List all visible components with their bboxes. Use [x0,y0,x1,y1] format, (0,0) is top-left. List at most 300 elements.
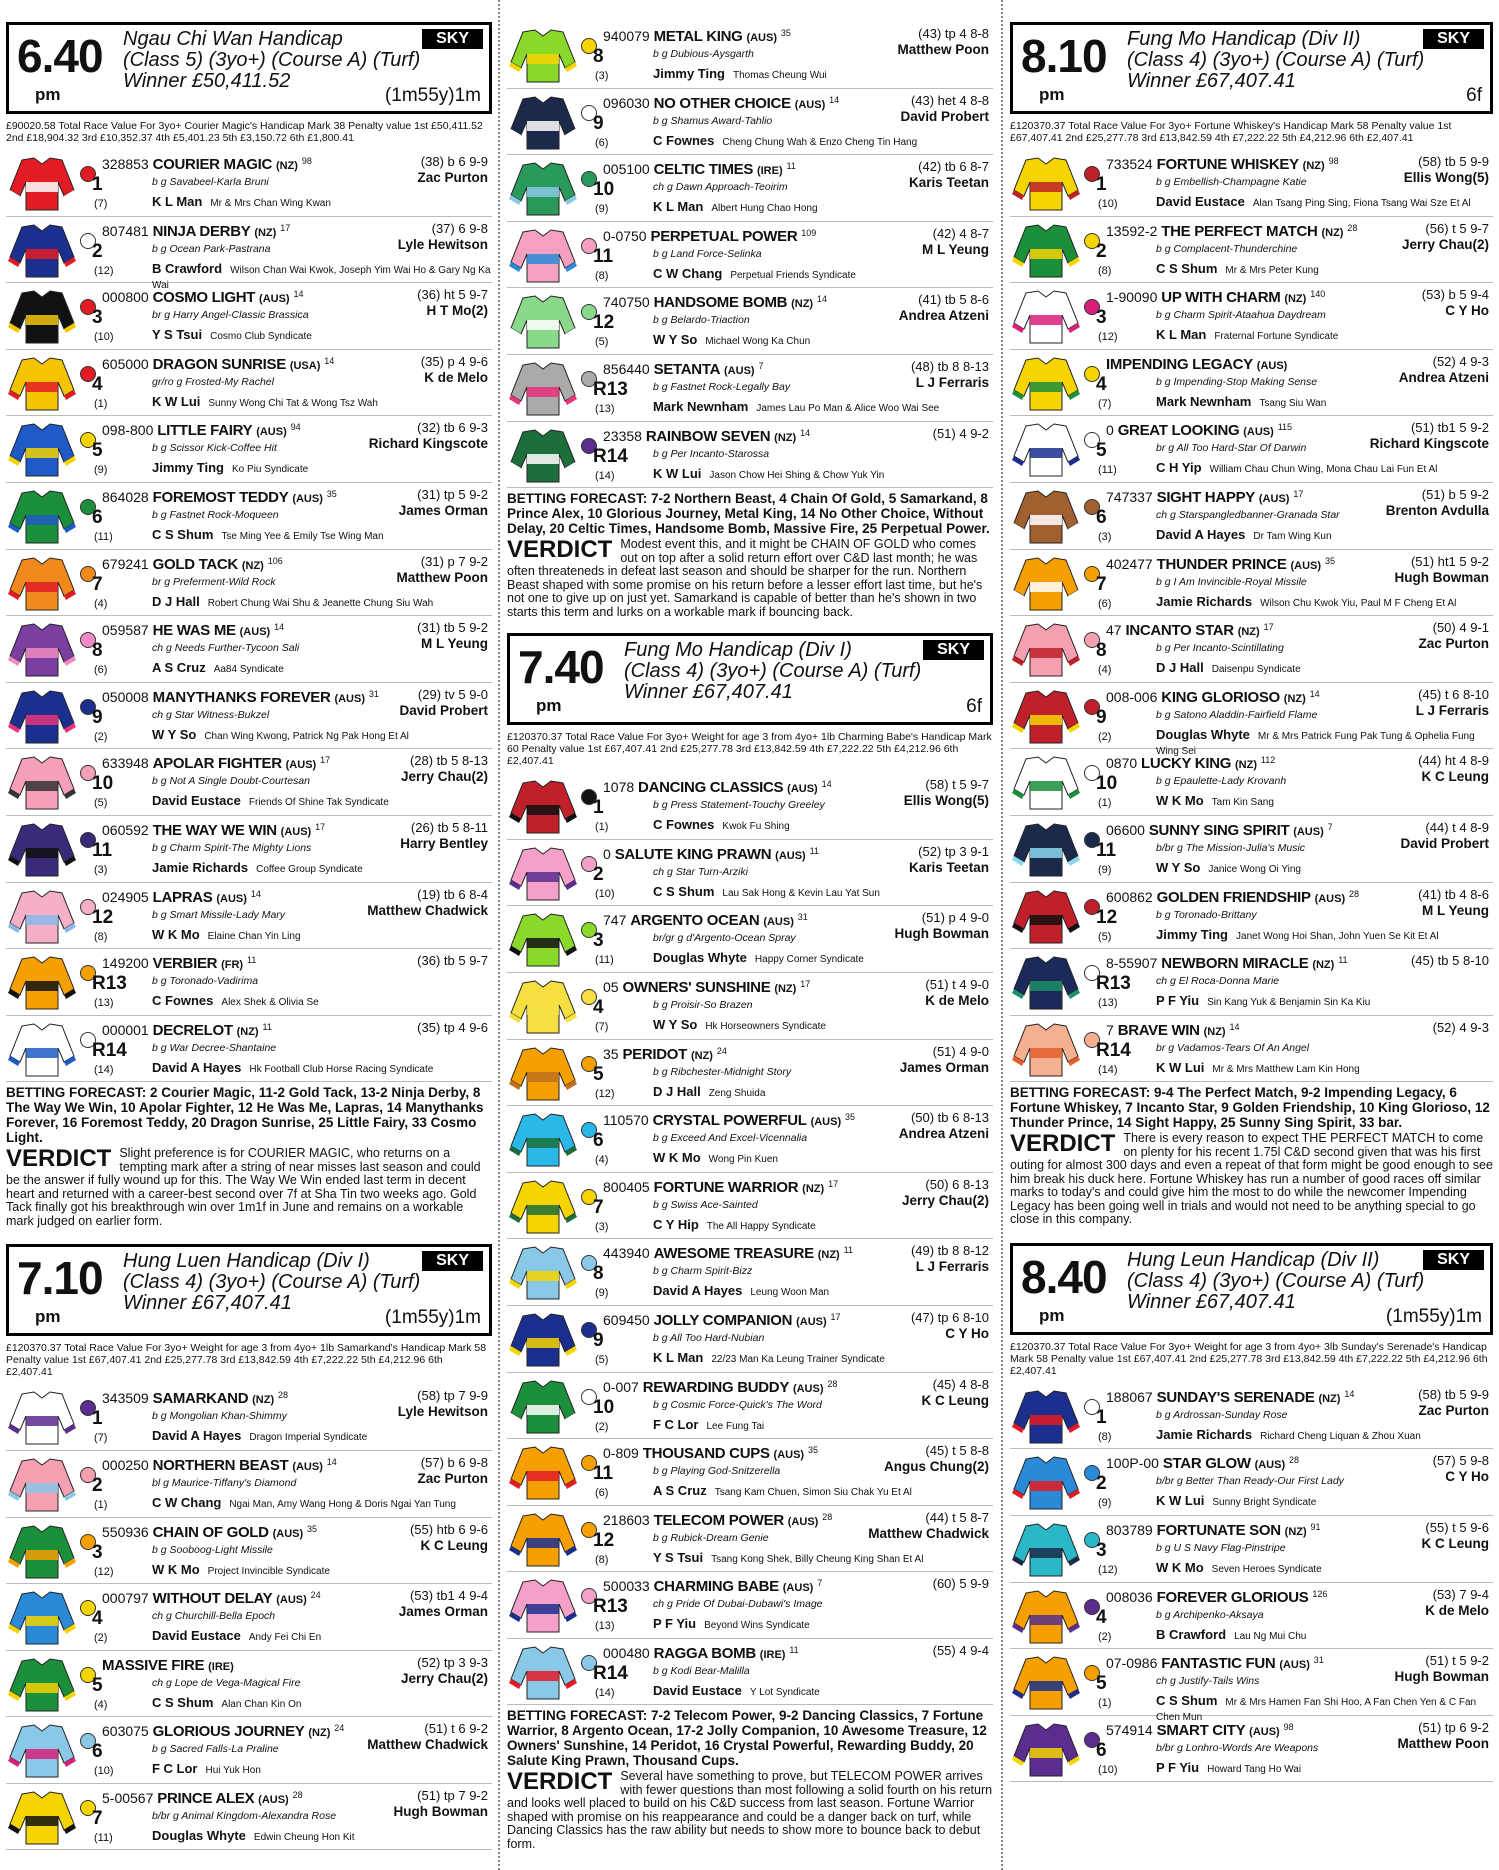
runner-trainer-line [152,1828,355,1843]
jockey-silk-icon [1012,156,1080,212]
runner-number: 7 [1096,573,1107,595]
verdict-block [1010,1132,1493,1227]
runner-rating: 17 [1293,488,1304,499]
runner-trainer: D J Hall [653,1083,701,1099]
race-distance: 6f [1466,85,1482,106]
runner-number: 6 [1096,1739,1107,1761]
jockey-silk-icon [1012,689,1080,745]
runner-weight: (38) b 6 9-9 [420,154,488,169]
runner-row[interactable] [1010,816,1493,883]
runner-name[interactable]: INCANTO STAR [1125,622,1234,640]
runner-country: (NZ) [252,1394,275,1407]
runner-pedigree: b g Sacred Falls-La Praline [152,1743,279,1756]
runner-row[interactable] [507,773,993,840]
runner-pedigree: b g Epaulette-Lady Krovanh [1156,775,1287,788]
runner-name[interactable]: IMPENDING LEGACY [1106,355,1253,373]
race-title [1127,29,1424,92]
runner-owner: Fraternal Fortune Syndicate [1214,331,1339,343]
runner-form: 803789 [1106,1522,1153,1538]
runner-name[interactable]: STAR GLOW [1162,1455,1251,1473]
runner-form-line [1106,889,1359,906]
runner-number: R13 [92,973,127,995]
race-distance: 6f [966,696,982,718]
runner-name[interactable]: SETANTA [653,360,721,378]
runner-name[interactable]: FOREVER GLORIOUS [1156,1588,1309,1606]
runner-name[interactable]: ARGENTO OCEAN [630,912,760,930]
runner-name[interactable]: DECRELOT [152,1021,233,1039]
runner-form-line [102,755,330,772]
column-3 [1010,22,1493,1870]
runner-owner: Sin Kang Yuk & Benjamin Sin Ka Kiu [1207,997,1371,1009]
runner-name[interactable]: GOLD TACK [152,555,238,573]
runner-weight: (53) tb1 4 9-4 [409,1588,488,1604]
runner-country: (AUS) [746,32,778,44]
runner-jockey: Matthew Poon [1397,1735,1489,1751]
runner-name[interactable]: KING GLORIOSO [1161,688,1280,706]
runner-weight: (55) htb 6 9-6 [409,1521,488,1537]
runner-name[interactable]: VERBIER [152,955,218,973]
runner-weight: (58) tb 5 9-9 [1418,154,1489,169]
runner-trainer-line [653,884,880,899]
runner-row[interactable] [507,288,993,355]
jockey-silk-icon [8,689,76,745]
runner-name[interactable]: NO OTHER CHOICE [653,94,791,112]
runner-country: (IRE) [759,1648,786,1661]
runner-country: (AUS) [1256,359,1288,372]
runner-name[interactable]: HANDSOME BOMB [653,294,788,312]
runner-number: 10 [593,1396,615,1418]
runner-form-line [102,356,334,373]
runner-row[interactable] [1010,683,1493,757]
runner-name[interactable]: WITHOUT DELAY [152,1590,273,1608]
runner-row[interactable] [507,1439,993,1506]
runner-draw: (5) [1098,930,1112,943]
runner-row[interactable] [507,22,993,89]
runner-name[interactable]: BRAVE WIN [1117,1021,1200,1039]
runner-row[interactable] [507,1572,993,1639]
runner-rating: 14 [326,1456,337,1467]
runner-row[interactable] [1010,1016,1493,1083]
runner-name[interactable]: THE WAY WE WIN [152,821,277,839]
runner-trainer: A S Cruz [152,660,206,676]
runner-number: 2 [593,863,604,885]
runner-row[interactable] [507,1106,993,1173]
runner-name[interactable]: METAL KING [653,28,743,45]
runner-name[interactable]: FANTASTIC FUN [1161,1655,1276,1673]
runner-name[interactable]: RAINBOW SEVEN [645,427,771,445]
runner-trainer: D J Hall [152,593,200,609]
runner-trainer-line [152,1428,367,1443]
runner-form: 059587 [102,622,149,639]
runner-name[interactable]: GREAT LOOKING [1117,422,1240,440]
runner-number: 9 [593,112,604,134]
runner-trainer: Y S Tsui [653,1549,704,1565]
runner-name[interactable]: FORTUNATE SON [1156,1522,1281,1539]
runner-name[interactable]: NORTHERN BEAST [152,1456,289,1474]
runner-rating: 28 [827,1378,838,1389]
runner-number: R14 [593,1662,628,1684]
runner-row[interactable] [1010,283,1493,350]
runner-owner: Daisenpu Syndicate [1211,664,1301,676]
runner-weight: (55) 4 9-4 [932,1642,989,1658]
runner-row[interactable] [507,155,993,222]
runner-name[interactable]: LUCKY KING [1141,755,1232,773]
runner-name[interactable]: NEWBORN MIRACLE [1161,955,1309,973]
runner-row[interactable] [507,1373,993,1440]
runner-weight: (51) 4 9-2 [932,425,989,441]
runner-name[interactable]: REWARDING BUDDY [642,1378,790,1396]
runner-row[interactable] [507,355,993,422]
runner-form: 856440 [603,360,650,377]
runner-jockey: Hugh Bowman [894,926,989,942]
runner-form: 23358 [603,427,642,444]
runner-country: (NZ) [817,1249,840,1262]
runner-row[interactable] [6,949,492,1016]
runner-name[interactable]: COSMO LIGHT [152,289,256,307]
runner-row[interactable] [6,550,492,617]
runner-owner: Beyond Wins Syndicate [704,1620,810,1632]
runner-row[interactable] [6,1451,492,1518]
runner-trainer-line [653,266,856,281]
runner-rating: 14 [250,888,261,899]
runner-form-line [1106,1722,1294,1739]
runner-form-line [102,889,261,906]
runner-rating: 7 [817,1578,823,1589]
runner-rating: 7 [1327,821,1333,832]
runner-row[interactable] [1010,616,1493,683]
runner-name[interactable]: SMART CITY [1156,1721,1246,1739]
runner-row[interactable] [1010,749,1493,816]
runner-name[interactable]: APOLAR FIGHTER [152,755,282,773]
runner-pedigree: b g Playing God-Snitzerella [653,1465,781,1478]
runner-trainer: P F Yiu [1156,1759,1200,1775]
runner-row[interactable] [1010,883,1493,950]
runner-form-line [1106,622,1274,639]
runner-weight: (36) tb 5 9-7 [417,953,488,969]
runner-weight: (48) tb 8 8-13 [910,358,989,374]
runner-row[interactable] [1010,416,1493,483]
jockey-silk-icon [509,161,577,217]
runner-number: 12 [92,906,114,928]
runner-form: 633948 [102,755,149,772]
runner-name[interactable]: SUNDAY'S SERENADE [1156,1388,1315,1406]
runner-number: 5 [593,1063,604,1085]
runner-row[interactable] [507,973,993,1040]
runner-trainer-line [1156,1060,1360,1075]
runner-name[interactable]: LAPRAS [152,888,213,906]
runner-row[interactable] [1010,1649,1493,1724]
runner-form: 098-800 [102,422,154,439]
runner-jockey: Andrea Atzeni [898,308,989,324]
runner-row[interactable] [507,1639,993,1706]
runner-weight: (49) tb 8 8-12 [910,1243,989,1259]
runner-row[interactable] [1010,1383,1493,1450]
runner-draw: (9) [94,464,108,477]
runner-name[interactable]: CHAIN OF GOLD [152,1523,269,1541]
column-2 [507,22,993,1870]
runner-form-line [603,979,810,996]
runner-country: (NZ) [802,1182,825,1195]
runner-name[interactable]: RAGGA BOMB [653,1644,756,1662]
runner-row[interactable] [6,616,492,683]
runner-trainer: C Fownes [653,817,715,833]
runner-owner: Tse Ming Yee & Emily Tse Wing Man [221,530,384,542]
jockey-silk-icon [1012,422,1080,478]
runner-name[interactable]: JOLLY COMPANION [653,1311,793,1329]
runner-name[interactable]: SALUTE KING PRAWN [614,845,772,863]
runner-trainer: C H Yip [1156,460,1202,476]
runner-row[interactable] [1010,483,1493,550]
runner-rating: 11 [262,1021,272,1032]
runner-pedigree: ch g El Roca-Donna Marie [1156,975,1280,988]
runner-row[interactable] [507,1506,993,1573]
runner-row[interactable] [6,150,492,217]
runner-name[interactable]: THE PERFECT MATCH [1161,222,1318,240]
runner-pedigree: b g Embellish-Champagne Katie [1156,176,1307,188]
runner-jockey: Matthew Poon [396,569,488,585]
runner-row[interactable] [1010,1716,1493,1783]
runner-name[interactable]: FORTUNE WHISKEY [1156,156,1299,173]
runner-form: 47 [1106,622,1122,639]
runner-draw: (13) [595,1620,615,1633]
runner-draw: (1) [94,1498,108,1511]
runner-row[interactable] [6,816,492,883]
runner-owner: Dragon Imperial Syndicate [249,1432,368,1444]
runner-name[interactable]: NINJA DERBY [152,222,251,240]
runner-form-line [1106,356,1287,373]
runner-trainer: Mark Newnham [653,398,749,414]
runner-row[interactable] [507,1239,993,1306]
runner-jockey: Jerry Chau(2) [1401,236,1489,252]
runner-weight: (41) tb 5 8-6 [918,292,989,308]
runner-form: 1078 [603,779,635,796]
verdict-text: There is every reason to expect THE PERFECT MATCH to come on plenty for his recent 1.75l C&D second given that was his first outing for almost 300 days and even a repeat of that form might be good enough to see him break his duck here. Fortune Whiskey has run a number of good races off similar marks to today's and could give him the most to do while the newcomer Impending Legacy has been going well in trials and would not need to be anything special to go close in this company. [1010,1131,1493,1227]
runner-country: (AUS) [773,1449,805,1462]
runner-form: 050008 [102,688,149,705]
runner-draw: (9) [1098,863,1112,876]
runner-row[interactable] [6,1518,492,1585]
runner-row[interactable] [6,350,492,417]
runner-row[interactable] [507,840,993,907]
jockey-silk-icon [8,289,76,345]
runner-owner: Mr & Mrs Chan Wing Kwan [210,198,331,209]
runner-name[interactable]: CELTIC TIMES [653,161,754,179]
race-pm: pm [35,85,61,104]
race-value-text: £120370.37 Total Race Value For 3yo+ Weight for age 3 from 4yo+ 1lb Samarkand's Handicap Mark 58 Penalty value 1st £67,407.41 2nd £25,277.78 3rd £13,842.59 4th £7,222.22 5th £4,212.96 6th £2,407.41 [6,1342,487,1379]
runner-name[interactable]: GLORIOUS JOURNEY [152,1723,305,1741]
runner-row[interactable] [507,89,993,156]
runner-country: (AUS) [775,849,806,862]
runner-row[interactable] [1010,150,1493,217]
race-title-line: Fung Mo Handicap (Div I) [624,639,852,662]
runner-name[interactable]: TELECOM POWER [653,1511,784,1529]
runner-name[interactable]: GOLDEN FRIENDSHIP [1156,888,1311,906]
runner-row[interactable] [6,1651,492,1718]
runner-form-line [102,156,312,173]
runner-name[interactable]: SAMARKAND [152,1390,249,1408]
runner-trainer: David A Hayes [152,1059,242,1075]
runner-row[interactable] [6,749,492,816]
runner-name[interactable]: PERIDOT [622,1045,688,1063]
runner-country: (AUS) [285,759,317,772]
runner-name[interactable]: OWNERS' SUNSHINE [622,978,771,996]
runner-name[interactable]: SUNNY SING SPIRIT [1148,821,1290,839]
runner-row[interactable] [507,1040,993,1107]
runner-name[interactable]: CRYSTAL POWERFUL [652,1112,807,1130]
runner-rating: 17 [828,1178,839,1189]
runner-jockey: Matthew Chadwick [367,902,488,918]
runner-row[interactable] [6,1016,492,1083]
runner-pedigree: ch g Starspangledbanner-Granada Star [1156,508,1340,521]
runner-weight: (51) 4 9-0 [932,1043,989,1059]
runner-row[interactable] [1010,550,1493,617]
runner-trainer-line [1156,1760,1301,1775]
runner-number: 6 [92,1741,103,1763]
runner-owner: James Lau Po Man & Alice Woo Wai See [756,402,940,414]
runner-jockey: James Orman [398,502,488,518]
runner-form-line [102,1524,317,1541]
runner-pedigree: ch g Star Turn-Arziki [653,865,748,878]
runner-row[interactable] [1010,217,1493,284]
runner-row[interactable] [507,422,993,489]
runner-jockey: Zac Purton [417,1470,488,1486]
runner-trainer-line [1156,793,1274,808]
runner-weight: (52) 4 9-3 [1432,1019,1489,1035]
runner-name[interactable]: AWESOME TREASURE [653,1245,814,1263]
runner-owner: Alan Chan Kin On [221,1698,302,1710]
runner-draw: (4) [94,1698,108,1711]
runner-row[interactable] [1010,949,1493,1016]
runner-row[interactable] [6,283,492,350]
runner-form: 188067 [1106,1388,1153,1405]
runner-owner: Sunny Bright Syndicate [1212,1497,1317,1509]
runner-owner: Tsang Kong Shek, Billy Cheung King Shan Et Al [711,1553,924,1565]
runner-row[interactable] [6,1384,492,1451]
runner-owner: Elaine Chan Yin Ling [207,930,301,942]
runner-weight: (45) 4 8-8 [932,1376,989,1392]
runner-owner: Lau Ng Mui Chu [1234,1630,1307,1642]
runner-draw: (11) [1098,464,1117,477]
runner-row[interactable] [6,217,492,291]
runner-row[interactable] [507,1173,993,1240]
runner-form-line [1106,289,1325,306]
runner-row[interactable] [1010,1583,1493,1650]
runner-name[interactable]: DRAGON SUNRISE [152,355,286,373]
betting-forecast: BETTING FORECAST: 7-2 Telecom Power, 9-2 Dancing Classics, 7 Fortune Warrior, 8 Argento Ocean, 17-2 Jolly Companion, 10 Awesome Treasure, 12 Owners' Sunshine, 14 Peridot, 16 Crystal Powerful, Rewarding Buddy, 20 Salute King Prawn, Thousand Cups. [507,1708,987,1769]
runner-name[interactable]: CHARMING BABE [653,1578,779,1596]
runner-form: 000480 [603,1644,650,1661]
runner-row[interactable] [507,906,993,973]
runner-row[interactable] [1010,350,1493,417]
runner-jockey: Andrea Atzeni [1398,369,1489,385]
runner-form: 008-006 [1106,688,1158,705]
runner-row[interactable] [1010,1449,1493,1516]
runner-owner: Andy Fei Chi En [248,1632,322,1644]
verdict-label: VERDICT [6,1145,112,1173]
jockey-silk-icon [8,822,76,878]
runner-row[interactable] [6,416,492,483]
jockey-silk-icon [8,1590,76,1646]
runner-name[interactable]: SIGHT HAPPY [1156,488,1255,506]
runner-trainer-line [1156,460,1437,475]
runner-trainer: P F Yiu [653,1616,697,1632]
runner-number: 3 [1096,1540,1107,1561]
runner-name[interactable]: THOUSAND CUPS [642,1445,770,1463]
runner-number: 11 [1096,839,1117,861]
runner-form: 550936 [102,1523,149,1540]
runner-owner: Project Invincible Syndicate [207,1565,330,1577]
runner-weight: (43) tp 4 8-8 [918,26,989,41]
runner-name[interactable]: DANCING CLASSICS [638,779,784,797]
runner-name[interactable]: PERPETUAL POWER [650,227,798,245]
runner-row[interactable] [6,683,492,750]
runner-pedigree: b g Press Statement-Touchy Greeley [653,799,825,812]
runner-jockey: H T Mo(2) [426,303,488,319]
runner-pedigree: b g I Am Invincible-Royal Missile [1156,575,1307,588]
runner-name[interactable]: PRINCE ALEX [157,1789,255,1807]
runner-rating: 11 [246,955,257,966]
runner-row[interactable] [6,483,492,550]
runner-jockey: Hugh Bowman [393,1803,488,1819]
runner-weight: (51) ht1 5 9-2 [1410,553,1489,569]
runner-row[interactable] [6,1717,492,1784]
runner-name[interactable]: MANYTHANKS FOREVER [152,688,331,706]
runner-trainer: W K Mo [1156,793,1204,809]
runner-number: 3 [1096,307,1107,329]
runner-form: 07-0986 [1106,1655,1158,1672]
runner-number: 2 [92,1474,103,1496]
runner-trainer: Jimmy Ting [653,66,726,81]
runner-row[interactable] [507,1306,993,1373]
runner-rating: 109 [801,227,817,238]
runner-pedigree: b g All Too Hard-Nubian [653,1331,765,1344]
runner-weight: (57) b 6 9-8 [420,1454,488,1470]
runner-jockey: Brenton Avdulla [1385,502,1489,518]
runner-owner: Wilson Chan Wai Kwok, Joseph Yim Wai Ho & Gary Ng Ka Wai [152,264,491,291]
runner-jockey: Matthew Chadwick [367,1737,488,1753]
runner-name[interactable]: MASSIVE FIRE [102,1656,205,1674]
runner-name[interactable]: HE WAS ME [152,622,236,640]
runner-name[interactable]: THUNDER PRINCE [1156,555,1287,573]
runner-row[interactable] [6,883,492,950]
runner-pedigree: b g Kodi Bear-Malilla [653,1664,750,1677]
runner-number: 5 [1096,1673,1107,1695]
runner-trainer-line [1156,1627,1306,1642]
runner-name[interactable]: FOREMOST TEDDY [152,488,289,506]
runner-country: (AUS) [1254,1459,1286,1472]
runner-trainer-line [1156,993,1370,1008]
runner-name[interactable]: LITTLE FAIRY [157,422,253,440]
runner-row[interactable] [1010,1516,1493,1583]
runner-draw: (8) [595,269,609,282]
runner-name[interactable]: COURIER MAGIC [152,156,273,173]
runner-owner: Hk Horseowners Syndicate [705,1020,826,1032]
runner-weight: (58) t 5 9-7 [925,777,989,793]
runner-country: (AUS) [256,426,287,439]
runner-row[interactable] [6,1784,492,1851]
runner-row[interactable] [507,222,993,289]
runner-name[interactable]: FORTUNE WARRIOR [653,1178,799,1196]
runner-name[interactable]: UP WITH CHARM [1161,289,1281,307]
runner-pedigree: br g Vadamos-Tears Of An Angel [1156,1041,1310,1054]
runner-owner: Dr Tam Wing Kun [1253,530,1332,542]
runner-pedigree: b g Ardrossan-Sunday Rose [1156,1408,1288,1421]
runner-row[interactable] [6,1584,492,1651]
runner-trainer: Douglas Whyte [152,1827,246,1843]
runner-form: 096030 [603,94,650,111]
runner-rating: 14 [800,427,811,438]
runner-trainer-line [653,66,827,81]
